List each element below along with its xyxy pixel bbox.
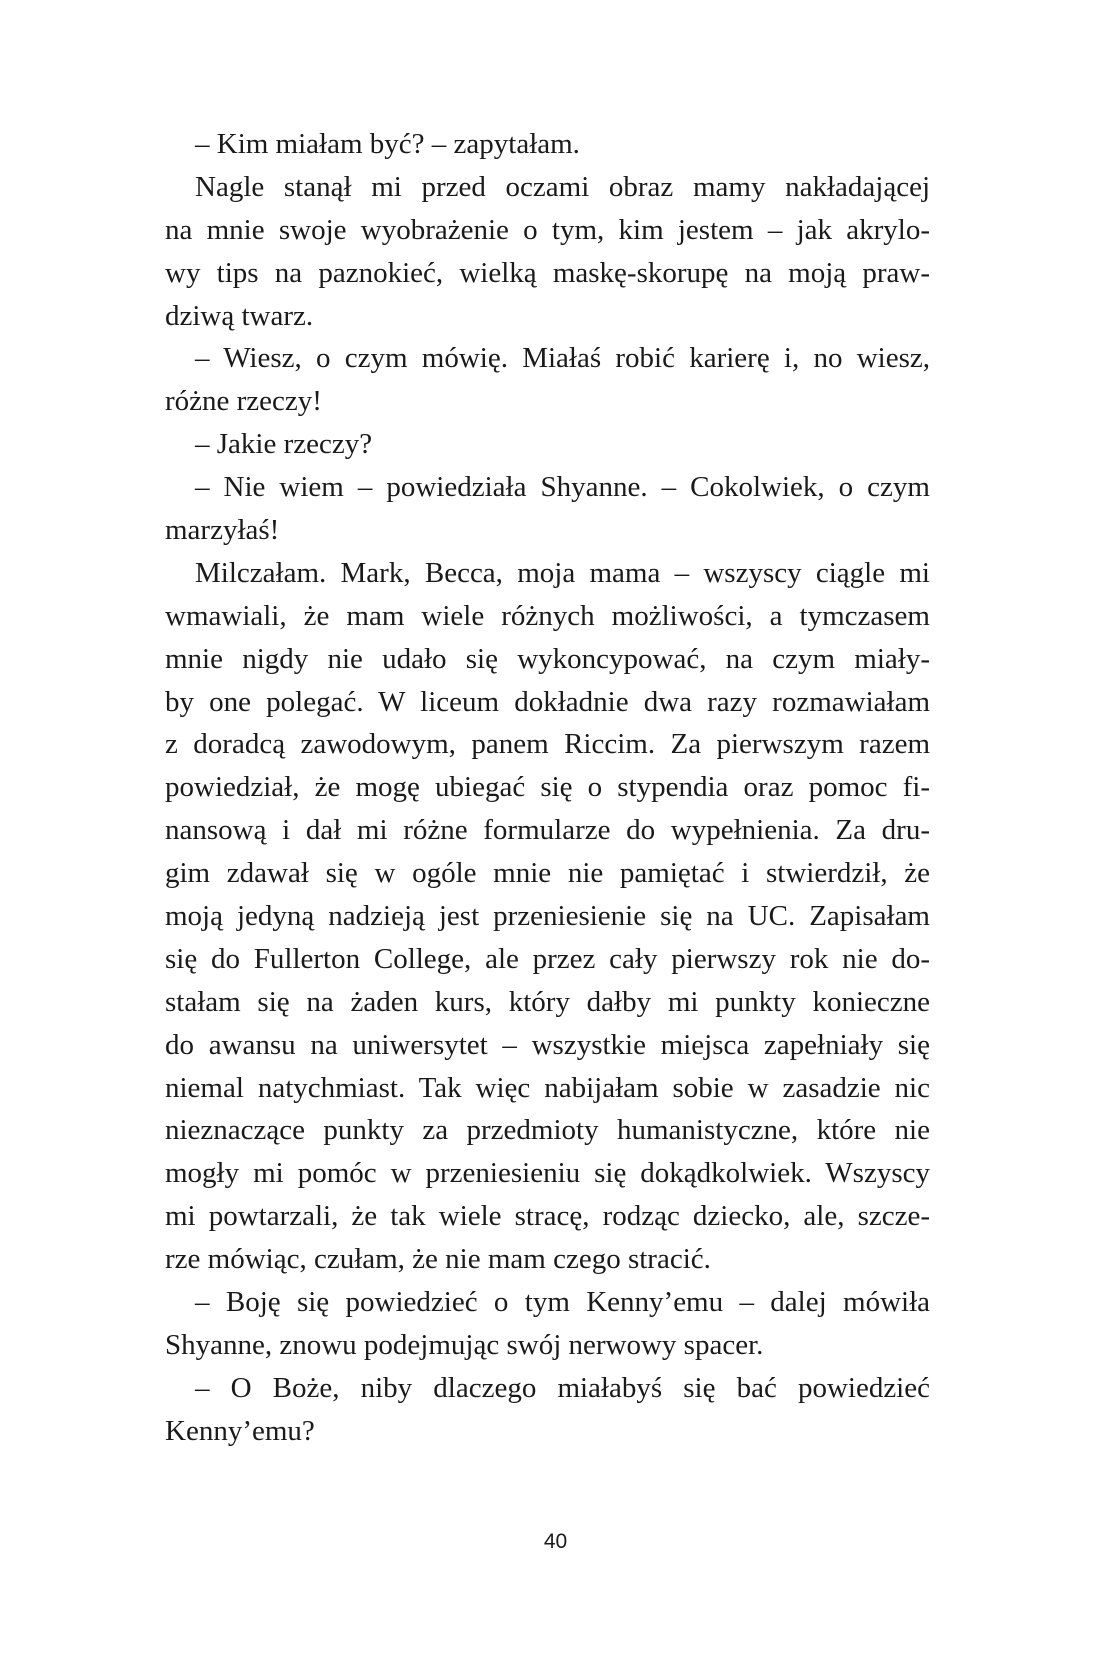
text-line: gim zdawał się w ogóle mnie nie pamiętać i stwierdził, że <box>165 857 930 890</box>
text-line: – Kim miałam być? – zapytałam. <box>195 128 580 160</box>
text-line: nansową i dał mi różne formularze do wypełnienia. Za dru- <box>165 814 930 847</box>
text-line: marzyłaś! <box>165 514 280 547</box>
text-line: wy tips na paznokieć, wielką maskę-skorupę na moją praw- <box>165 256 930 289</box>
text-line: niemal natychmiast. Tak więc nabijałam sobie w zasadzie nic <box>165 1071 930 1104</box>
text-line: rze mówiąc, czułam, że nie mam czego stracić. <box>165 1243 711 1276</box>
text-line: z doradcą zawodowym, panem Riccim. Za pierwszym razem <box>165 728 930 761</box>
text-line: na mnie swoje wyobrażenie o tym, kim jestem – jak akrylo- <box>165 213 930 246</box>
text-line: się do Fullerton College, ale przez cały pierwszy rok nie do- <box>165 942 930 975</box>
text-line: stałam się na żaden kurs, który dałby mi punkty konieczne <box>165 985 930 1018</box>
text-line: Shyanne, znowu podejmując swój nerwowy spacer. <box>165 1328 764 1361</box>
text-line: mnie nigdy nie udało się wykoncypować, na czym miały- <box>165 642 930 675</box>
text-line: nieznaczące punkty za przedmioty humanistyczne, które nie <box>165 1114 930 1147</box>
text-line: – Nie wiem – powiedziała Shyanne. – Cokolwiek, o czym <box>195 471 930 504</box>
text-line: – Wiesz, o czym mówię. Miałaś robić karierę i, no wiesz, <box>195 342 930 375</box>
text-line: Kenny’emu? <box>165 1414 315 1447</box>
text-line: by one polegać. W liceum dokładnie dwa razy rozmawiałam <box>165 685 930 718</box>
text-line: – O Boże, niby dlaczego miałabyś się bać powiedzieć <box>195 1371 930 1404</box>
text-line: moją jedyną nadzieją jest przeniesienie się na UC. Zapisałam <box>165 900 930 933</box>
text-line: mogły mi pomóc w przeniesieniu się dokądkolwiek. Wszyscy <box>165 1157 930 1190</box>
text-line: Milczałam. Mark, Becca, moja mama – wszyscy ciągle mi <box>195 556 930 589</box>
body-text <box>165 123 930 1453</box>
text-line: Nagle stanął mi przed oczami obraz mamy nakładającej <box>195 170 930 203</box>
text-line: do awansu na uniwersytet – wszystkie miejsca zapełniały się <box>165 1028 930 1061</box>
text-line: mi powtarzali, że tak wiele stracę, rodząc dziecko, ale, szcze- <box>165 1200 930 1233</box>
text-line: – Jakie rzeczy? <box>195 428 373 461</box>
page-number: 40 <box>543 1530 568 1553</box>
text-line: różne rzeczy! <box>165 385 322 418</box>
text-line: wmawiali, że mam wiele różnych możliwości, a tymczasem <box>165 599 930 632</box>
text-line: – Boję się powiedzieć o tym Kenny’emu – dalej mówiła <box>195 1286 930 1319</box>
text-line: dziwą twarz. <box>165 299 314 332</box>
text-line: powiedział, że mogę ubiegać się o stypendia oraz pomoc fi- <box>165 771 930 804</box>
